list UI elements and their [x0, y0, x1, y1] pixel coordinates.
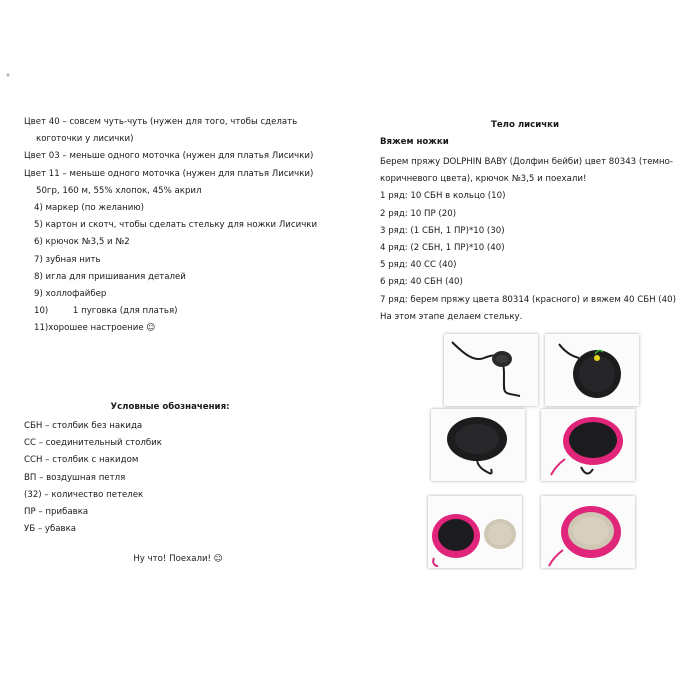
stray-mark: * [6, 72, 10, 81]
insole-cardboard-illustration [428, 496, 522, 568]
legend-item: ВП – воздушная петля [24, 472, 126, 483]
material-line: 11)хорошее настроение ☺ [34, 323, 156, 334]
material-line: 50гр, 160 м, 55% хлопок, 45% акрил [36, 185, 202, 196]
pattern-instructions [380, 154, 680, 326]
pattern-note: На этом этапе делаем стельку. [380, 311, 523, 322]
pattern-row: 3 ряд: (1 СБН, 1 ПР)*10 (30) [380, 225, 505, 236]
material-line: 9) холлофайбер [34, 289, 107, 300]
photo-step-5-insole [428, 496, 522, 568]
material-line: 5) картон и скотч, чтобы сделать стельку для ножки Лисички [34, 220, 318, 231]
material-line: 10) 1 пуговка (для платья) [34, 306, 178, 317]
pattern-row: 2 ряд: 10 ПР (20) [380, 208, 457, 219]
photo-step-1-ring [444, 334, 538, 406]
legend-item: (32) – количество петелек [24, 489, 144, 500]
photo-step-6-insole-inside [541, 496, 635, 568]
crochet-circle-back-illustration [431, 409, 525, 481]
pattern-row: 6 ряд: 40 СБН (40) [380, 277, 463, 288]
insole-inside-illustration [541, 496, 635, 568]
materials-list [24, 114, 324, 338]
legend-item: СС – соединительный столбик [24, 438, 162, 449]
pattern-row: 5 ряд: 40 СС (40) [380, 260, 457, 271]
legend-item: УБ – убавка [24, 524, 77, 535]
material-line: Цвет 03 – меньше одного моточка (нужен для платья Лисички) [24, 151, 314, 162]
crochet-circle-illustration [545, 334, 639, 406]
photo-step-4-pink-edge [541, 409, 635, 481]
intro-line: Берем пряжу DOLPHIN BABY (Долфин бейби) цвет 80343 (темно- [380, 157, 673, 167]
legend-item: СБН – столбик без накида [24, 421, 143, 431]
pattern-row: 1 ряд: 10 СБН в кольцо (10) [380, 191, 506, 202]
photo-step-2-circle [545, 334, 639, 406]
material-line: 7) зубная нить [34, 254, 101, 265]
section-title: Тело лисички [490, 120, 560, 130]
photo-step-3-back [431, 409, 525, 481]
legend-item: ССН – столбик с накидом [24, 455, 139, 466]
yarn-ring-illustration [444, 334, 538, 406]
legend-list [24, 418, 324, 538]
section-subtitle: Вяжем ножки [380, 137, 449, 147]
legend-item: ПР – прибавка [24, 507, 89, 518]
intro-line: коричневого цвета), крючок №3,5 и поехали! [380, 174, 587, 185]
finale-text: Ну что! Поехали! ☺ [133, 554, 223, 564]
pattern-row: 4 ряд: (2 СБН, 1 ПР)*10 (40) [380, 243, 505, 254]
material-line: коготочки у лисички) [36, 134, 134, 145]
material-line: Цвет 11 – меньше одного моточка (нужен для платья Лисички) [24, 168, 314, 179]
material-line: 6) крючок №3,5 и №2 [34, 237, 130, 248]
legend-title: Условные обозначения: [110, 402, 230, 412]
material-line: 4) маркер (по желанию) [34, 203, 144, 214]
pink-edge-illustration [541, 409, 635, 481]
pattern-row: 7 ряд: берем пряжу цвета 80314 (красного) и вяжем 40 СБН (40) [380, 294, 676, 305]
material-line: Цвет 40 – совсем чуть-чуть (нужен для того, чтобы сделать [24, 117, 298, 127]
material-line: 8) игла для пришивания деталей [34, 271, 186, 282]
